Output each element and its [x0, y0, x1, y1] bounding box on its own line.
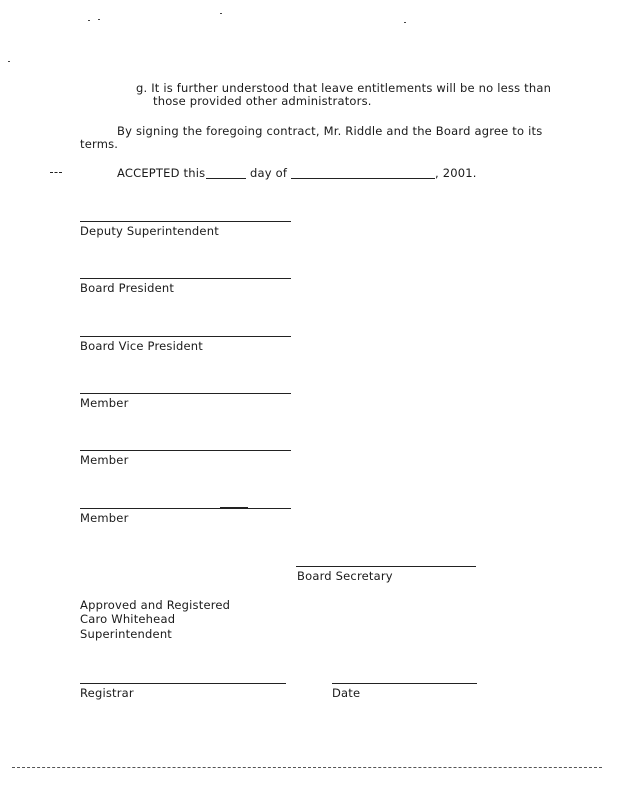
clause-g-line1: g. It is further understood that leave entitlements will be no less than [136, 81, 552, 95]
signature-line-member-2 [80, 450, 291, 451]
signature-label-member-3: Member [80, 511, 129, 525]
signature-line-secretary [296, 566, 476, 567]
signature-line-registrar [80, 683, 286, 684]
signature-label-vice-president: Board Vice President [80, 339, 203, 353]
clause-g-line2: those provided other administrators. [153, 94, 372, 108]
signature-line-member-3 [80, 508, 291, 509]
signature-label-registrar: Registrar [80, 686, 134, 700]
signature-label-date: Date [332, 686, 361, 700]
scan-speck [404, 22, 406, 23]
scan-mark [220, 507, 248, 509]
agreement-line1: By signing the foregoing contract, Mr. Riddle and the Board agree to its [117, 124, 543, 138]
accepted-prefix: ACCEPTED this [117, 166, 206, 180]
accepted-day-blank [206, 178, 246, 179]
signature-line-vice-president [80, 336, 291, 337]
signature-label-member-2: Member [80, 453, 129, 467]
accepted-year: , 2001. [435, 166, 477, 180]
approval-line2: Caro Whitehead [80, 612, 176, 626]
signature-line-date [332, 683, 477, 684]
approval-line1: Approved and Registered [80, 598, 231, 612]
scan-speck [88, 20, 90, 21]
signature-label-deputy: Deputy Superintendent [80, 224, 219, 238]
signature-label-secretary: Board Secretary [297, 569, 393, 583]
scan-speck [98, 19, 100, 20]
scan-speck [8, 61, 10, 62]
accepted-mid: day of [250, 166, 288, 180]
scan-speck [220, 13, 222, 14]
signature-label-president: Board President [80, 281, 175, 295]
signature-label-member-1: Member [80, 396, 129, 410]
approval-line3: Superintendent [80, 627, 173, 641]
scan-bottom-edge [12, 767, 602, 768]
agreement-line2: terms. [80, 137, 119, 151]
scan-mark [50, 172, 62, 173]
accepted-month-blank [291, 178, 435, 179]
signature-line-deputy [80, 221, 291, 222]
signature-line-president [80, 278, 291, 279]
signature-line-member-1 [80, 393, 291, 394]
